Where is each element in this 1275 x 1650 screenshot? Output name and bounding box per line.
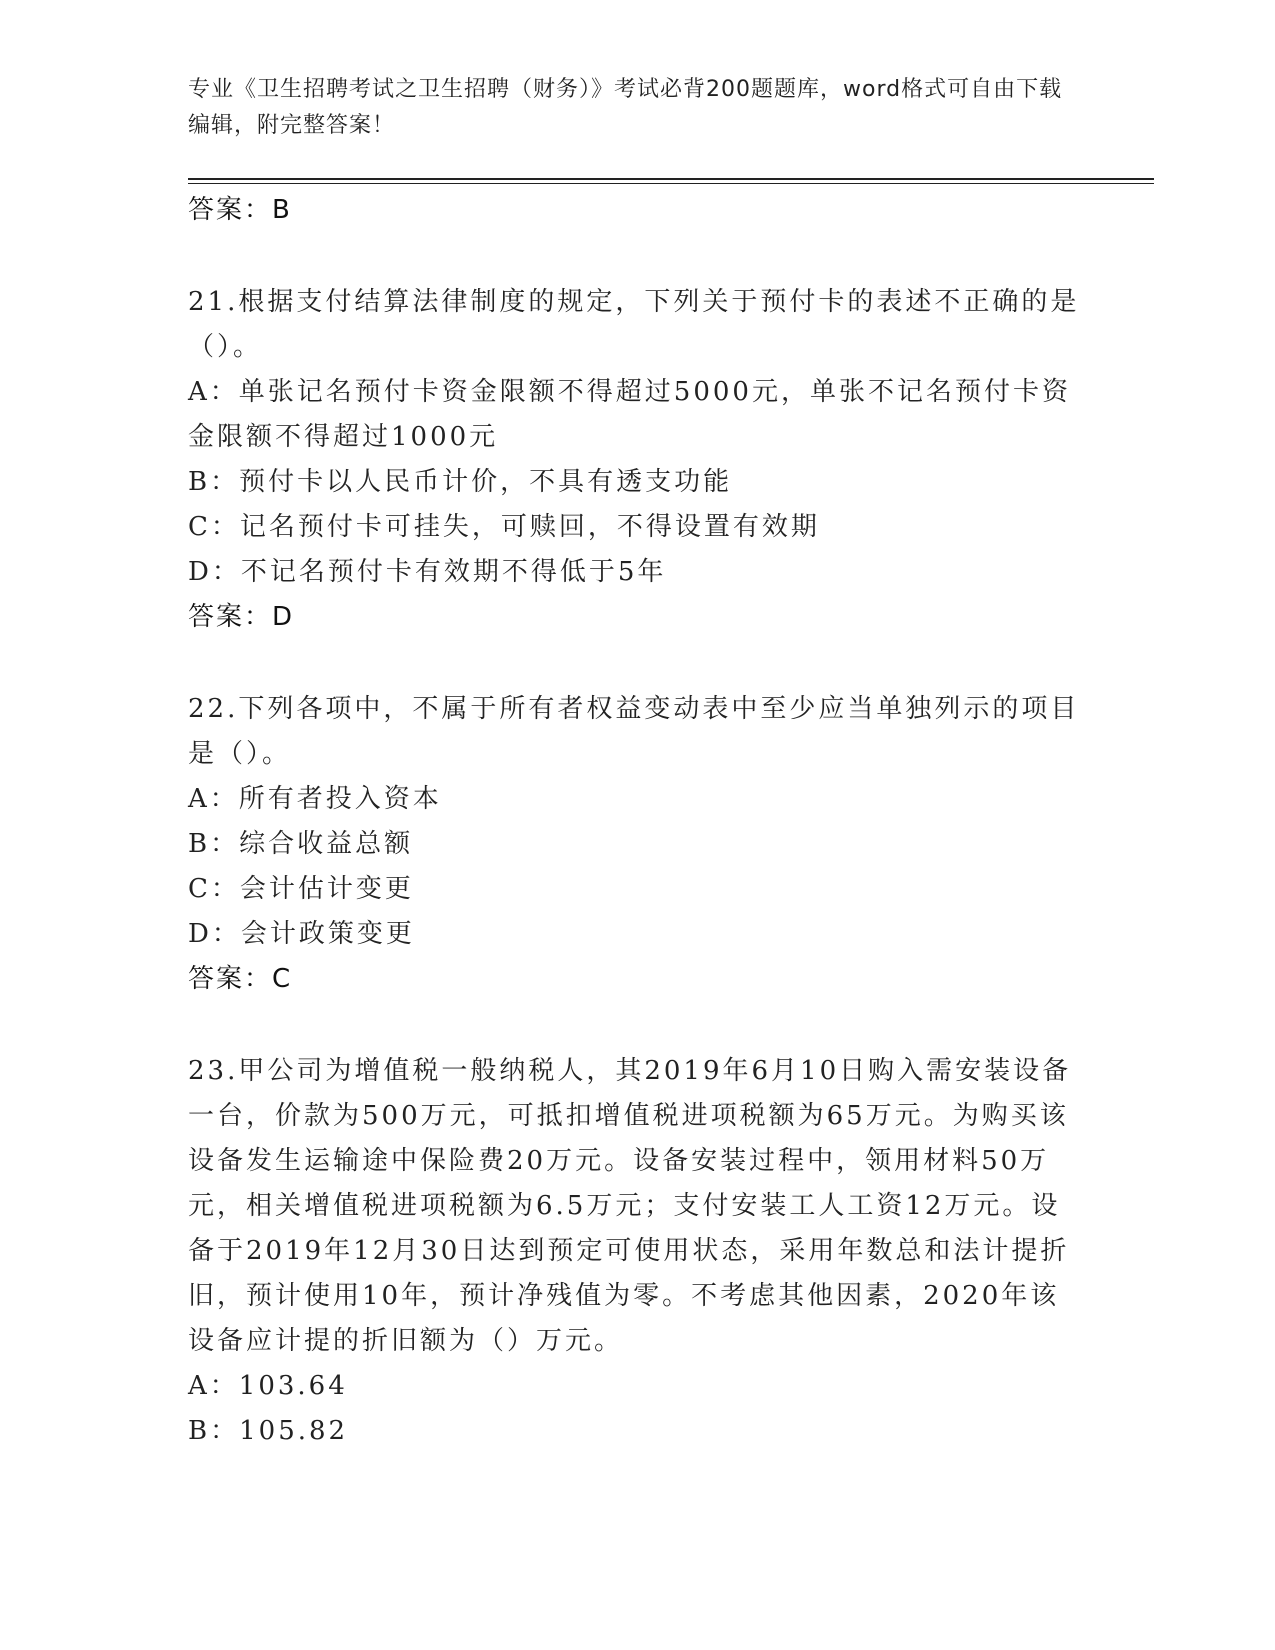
option-b: B：105.82 (188, 1416, 349, 1446)
answer-line: 答案：B (188, 195, 292, 225)
option-d: D：会计政策变更 (188, 919, 415, 949)
question-stem: 22.下列各项中，不属于所有者权益变动表中至少应当单独列示的项目是（）。 (188, 694, 1080, 769)
question-block (188, 687, 1088, 1002)
option-d: D：不记名预付卡有效期不得低于5年 (188, 557, 667, 587)
question-block (188, 1049, 1088, 1454)
option-a: A：单张记名预付卡资金限额不得超过5000元，单张不记名预付卡资金限额不得超过1000元 (188, 377, 1071, 452)
answer-line: 答案：D (188, 602, 295, 632)
option-b: B：综合收益总额 (188, 829, 414, 859)
option-c: C：记名预付卡可挂失，可赎回，不得设置有效期 (188, 512, 820, 542)
document-header: 专业《卫生招聘考试之卫生招聘（财务）》考试必背200题题库，word格式可自由下载编辑，附完整答案！ (188, 77, 1063, 138)
question-block (188, 280, 1088, 640)
header-divider-thin (188, 183, 1154, 184)
header-divider-thick (188, 178, 1154, 180)
question-list (188, 188, 1088, 1454)
question-stem: 21.根据支付结算法律制度的规定，下列关于预付卡的表述不正确的是（）。 (188, 287, 1080, 362)
option-a: A：所有者投入资本 (188, 784, 442, 814)
answer-line: 答案：C (188, 964, 293, 994)
option-a: A：103.64 (188, 1371, 348, 1401)
option-b: B：预付卡以人民币计价，不具有透支功能 (188, 467, 733, 497)
option-c: C：会计估计变更 (188, 874, 414, 904)
question-stem: 23.甲公司为增值税一般纳税人，其2019年6月10日购入需安装设备一台，价款为500万元，可抵扣增值税进项税额为65万元。为购买该设备发生运输途中保险费20万元。设备安装过程中，领用材料50万元，相关增值税进项税额为6.5万元；支付安装工人工资12万元。设备于2019年12月30日达到预定可使用状态，采用年数总和法计提折旧，预计使用10年，预计净残值为零。不考虑其他因素，2020年该设备应计提的折旧额为（）万元。 (188, 1056, 1072, 1356)
